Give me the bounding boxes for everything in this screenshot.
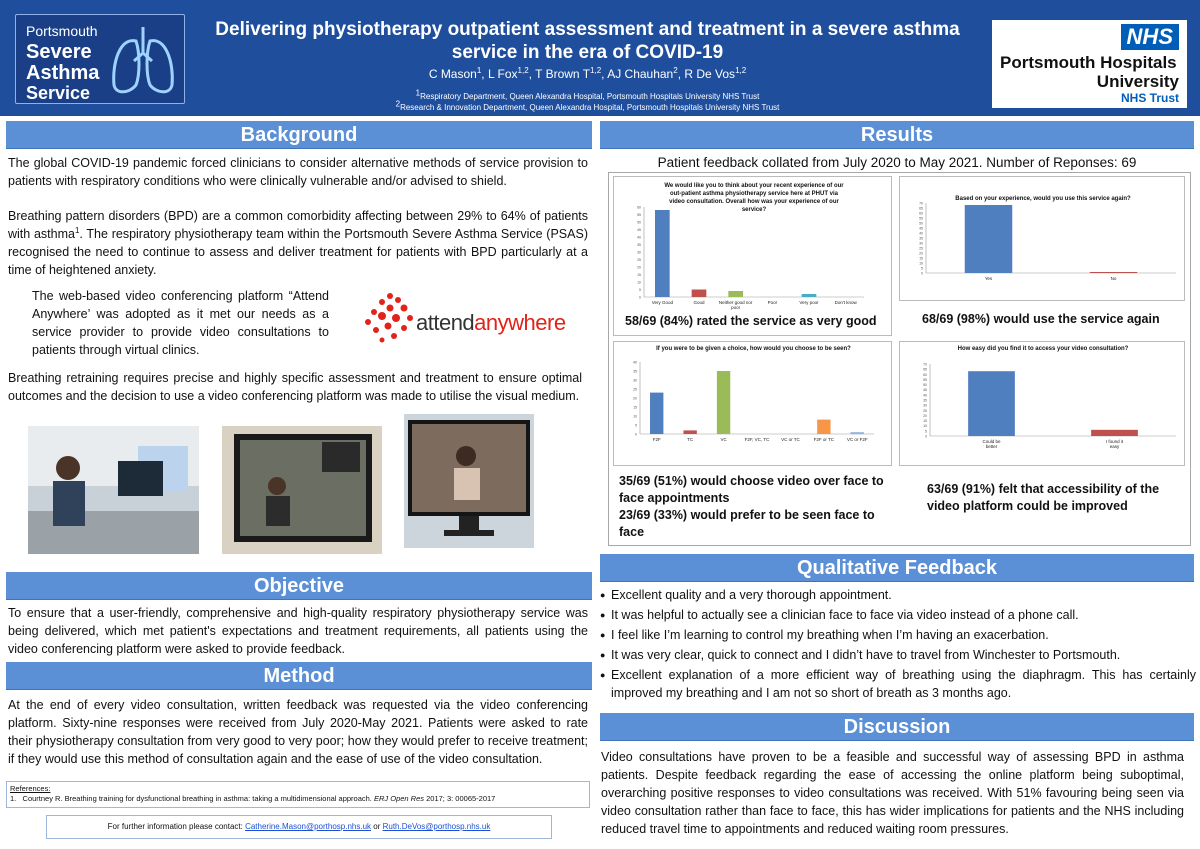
author-affiliation-sup: 2 xyxy=(673,66,678,75)
stat-choice xyxy=(619,473,889,541)
y-tick-label: 20 xyxy=(637,265,641,270)
y-tick-label: 40 xyxy=(923,393,927,398)
y-tick-label: 45 xyxy=(637,228,641,232)
author-name: T Brown T xyxy=(535,67,591,81)
y-tick-label: 55 xyxy=(919,216,923,221)
y-tick-label: 0 xyxy=(635,432,637,437)
y-tick-label: 60 xyxy=(637,205,641,210)
nhs-trust-logo xyxy=(992,20,1187,108)
y-tick-label: 5 xyxy=(925,429,927,434)
y-tick-label: 70 xyxy=(923,362,927,367)
logo-line-2: Severe xyxy=(26,41,92,63)
qualitative-heading: Qualitative Feedback xyxy=(600,554,1194,582)
y-tick-label: 30 xyxy=(923,403,927,408)
nhs-badge: NHS xyxy=(1121,24,1179,50)
y-tick-label: 25 xyxy=(633,387,637,392)
feedback-item: ● Excellent quality and a very thorough appointment. xyxy=(600,586,1196,604)
x-tick-label: Yes xyxy=(984,276,993,281)
y-tick-label: 25 xyxy=(923,408,927,413)
x-tick-label: Don't know xyxy=(834,300,857,305)
y-tick-label: 55 xyxy=(637,213,641,217)
email-link-ruth[interactable]: Ruth.DeVos@porthosp.nhs.uk xyxy=(382,822,491,831)
affiliation-1: $^1$Respiratory Department, Queen Alexandra Hospital, Portsmouth Hospitals University NHS Trust xyxy=(415,88,760,101)
y-tick-label: 0 xyxy=(639,295,641,300)
chart-cell-choice xyxy=(613,341,892,466)
background-paragraph-4: Breathing retraining requires precise and highly specific assessment and treatment to ensure optimal outcomes and the decision to use a video conferencing platform was made to utilise the visual medium. xyxy=(8,371,582,403)
severe-asthma-service-logo xyxy=(15,14,185,104)
y-tick-label: 20 xyxy=(919,251,923,256)
bar xyxy=(851,432,864,434)
x-tick-label: VC or F2F xyxy=(846,437,868,442)
y-tick-label: 50 xyxy=(637,220,641,225)
bar xyxy=(1091,430,1138,436)
email-link-catherine[interactable]: Catherine.Mason@porthosp.nhs.uk xyxy=(245,822,372,831)
x-tick-label: Very Good xyxy=(651,300,673,305)
lungs-icon xyxy=(108,23,178,97)
feedback-item: ● Excellent explanation of a more efficient way of breathing using the diaphragm. This has certainly improved my breathing and I am not so short of breath as 3 months ago. xyxy=(600,666,1196,702)
bar xyxy=(683,430,696,434)
x-tick-label: TC xyxy=(687,437,694,442)
x-tick-label: Neither good nor xyxy=(718,300,753,305)
x-tick-label: F2F or TC xyxy=(813,437,835,442)
reference-item-1: 1. Courtney R. Breathing training for dysfunctional breathing in asthma: taking a multidimensional approach. ERJ Open Res 2017; 3: 00065-2017 xyxy=(10,794,496,803)
bar xyxy=(717,371,730,434)
attend-anywhere-logo xyxy=(360,290,566,346)
x-tick-label: No xyxy=(1110,276,1117,281)
y-tick-label: 35 xyxy=(923,398,927,403)
bar xyxy=(650,393,663,434)
chart-cell-access xyxy=(899,341,1185,466)
method-text: At the end of every video consultation, written feedback was requested via the video conferencing platform. Sixty-nine responses were received from July 2020-May 2021. Patients were asked to rate their physiotherapy consultation from very good to very poor; how they would prefer to receive treatment; if they would use this method of consultation again and the ease of use of the video consultation. xyxy=(8,698,588,766)
y-tick-label: 25 xyxy=(637,258,641,262)
background-paragraph-2: Breathing pattern disorders (BPD) are a common comorbidity affecting between 29% to 64% of patients with asthma$^1$. The respiratory physiotherapy team within the Portsmouth Severe Asthma Service (PSAS) recognised the need to continue to assess and deliver treatment for patients with BPD particularly at a time of heightened anxiety. xyxy=(8,209,588,277)
bar xyxy=(965,205,1013,273)
author-name: AJ Chauhan xyxy=(607,67,674,81)
chart-access xyxy=(900,354,1186,464)
stat-access: 63/69 (91%) felt that accessibility of the video platform could be improved xyxy=(927,482,1160,513)
method-heading: Method xyxy=(6,662,592,690)
bar xyxy=(817,420,830,434)
y-tick-label: 40 xyxy=(633,360,637,365)
author-name: C Mason xyxy=(428,67,477,81)
x-tick-label: easy xyxy=(1109,444,1120,449)
references-heading: References: xyxy=(10,784,51,793)
feedback-item: ● It was very clear, quick to connect and I didn’t have to travel from Winchester to Portsmouth. xyxy=(600,646,1196,664)
author-name: L Fox xyxy=(487,67,518,81)
feedback-item: ● It was helpful to actually see a clinician face to face via video instead of a phone call. xyxy=(600,606,1196,624)
authors-line: C Mason$^1$, L Fox$^{1,2}$, T Brown T$^{1,2}$, AJ Chauhan$^2$, R De Vos$^{1,2}$ xyxy=(428,66,747,81)
y-tick-label: 60 xyxy=(923,372,927,377)
discussion-text: Video consultations have proven to be a feasible and successful way of assessing BPD in asthma patients. Despite feedback regarding the ease of accessing the online platform being suboptimal, overarching positive responses to video consultations was received. With 51% favouring being seen via video consultation rather than face to face, this has wider implications for patients and the NHS including reduced travel time to appointments and reduced waiting room pressures. xyxy=(601,750,1184,836)
y-tick-label: 10 xyxy=(637,280,641,285)
y-tick-label: 25 xyxy=(919,246,923,251)
y-tick-label: 10 xyxy=(923,424,927,429)
x-tick-label: Poor xyxy=(767,300,778,305)
bar xyxy=(655,210,670,297)
chart-cell-experience xyxy=(613,176,892,336)
y-tick-label: 5 xyxy=(635,423,637,428)
objective-heading: Objective xyxy=(6,572,592,600)
y-tick-label: 45 xyxy=(923,388,927,393)
background-paragraph-3: The web-based video conferencing platform “Attend Anywhere’ was adopted as it met our needs as a service provider to provide video consultations to patients through virtual clinics. xyxy=(32,289,329,357)
x-tick-label: I found it xyxy=(1105,439,1124,444)
y-tick-label: 65 xyxy=(923,367,927,372)
bar xyxy=(1090,272,1138,273)
y-tick-label: 20 xyxy=(633,396,637,401)
author-affiliation-sup: 1 xyxy=(476,66,482,75)
stat-very-good: 58/69 (84%) rated the service as very good xyxy=(625,314,877,328)
y-tick-label: 35 xyxy=(633,369,637,374)
author-affiliation-sup: 1,2 xyxy=(517,66,529,75)
bar xyxy=(692,290,707,298)
x-tick-label: F2F, VC, TC xyxy=(744,437,770,442)
y-tick-label: 65 xyxy=(919,206,923,211)
poster-title: Delivering physiotherapy outpatient assessment and treatment in a severe asthma service in the era of COVID-19 xyxy=(215,19,960,63)
discussion-heading: Discussion xyxy=(600,713,1194,741)
stat-choice-video: 35/69 (51%) would choose video over face to face appointments xyxy=(619,474,884,505)
chart-title-use-again: Based on your experience, would you use this service again? xyxy=(955,196,1131,202)
x-tick-label: poor xyxy=(731,305,741,310)
chart-use-again xyxy=(900,197,1186,297)
background-heading: Background xyxy=(6,121,592,149)
y-tick-label: 5 xyxy=(639,288,641,292)
nhs-logo-line-2: University xyxy=(1096,72,1179,91)
logo-line-1: Portsmouth xyxy=(26,23,98,39)
y-tick-label: 60 xyxy=(919,211,923,216)
poster-header xyxy=(0,0,1200,116)
y-tick-label: 45 xyxy=(919,226,923,231)
chart-title-experience: We would like you to think about your recent experience of our out-patient asthma physiotherapy service here at PHUT via video consultation. Overall how was your experience of our service? xyxy=(664,183,844,213)
qualitative-feedback-list xyxy=(600,586,1196,704)
results-grid xyxy=(608,172,1191,546)
contact-box: For further information please contact: Catherine.Mason@porthosp.nhs.uk or Ruth.DeVos@porthosp.nhs.uk xyxy=(46,815,552,839)
photo-video-call-screen-1 xyxy=(222,426,382,554)
x-tick-label: VC or TC xyxy=(781,437,800,442)
stat-choice-f2f: 23/69 (33%) would prefer to be seen face to face xyxy=(619,508,875,539)
y-tick-label: 40 xyxy=(637,235,641,240)
y-tick-label: 30 xyxy=(637,250,641,255)
y-tick-label: 10 xyxy=(919,261,923,266)
y-tick-label: 50 xyxy=(923,383,927,388)
nhs-logo-line-3: NHS Trust xyxy=(1120,91,1179,105)
x-tick-label: Very poor xyxy=(799,300,819,305)
x-tick-label: VC xyxy=(720,437,727,442)
objective-text: To ensure that a user-friendly, comprehensive and high-quality respiratory physiotherapy service was being delivered, which met patient's expectations and treatment requirements, all patients using the video conferencing platform were asked to provide feedback. xyxy=(8,606,588,656)
photo-video-call-screen-2 xyxy=(404,414,534,548)
y-tick-label: 70 xyxy=(919,201,923,206)
x-tick-label: F2F xyxy=(652,437,661,442)
y-tick-label: 15 xyxy=(637,273,641,277)
y-tick-label: 30 xyxy=(919,241,923,246)
references-box xyxy=(6,781,590,808)
bar xyxy=(728,291,743,297)
background-paragraph-1: The global COVID-19 pandemic forced clinicians to consider alternative methods of service provision to patients with respiratory conditions who were clinically vulnerable and/or advised to shield. xyxy=(8,156,588,188)
logo-line-3: Asthma xyxy=(26,62,100,84)
chart-cell-use-again xyxy=(899,176,1185,301)
chart-choice xyxy=(614,354,893,464)
y-tick-label: 40 xyxy=(919,231,923,236)
x-tick-label: better xyxy=(985,444,998,449)
author-affiliation-sup: 1,2 xyxy=(735,66,747,75)
bar xyxy=(968,371,1015,436)
y-tick-label: 20 xyxy=(923,413,927,418)
y-tick-label: 30 xyxy=(633,378,637,383)
feedback-item: ● I feel like I’m learning to control my breathing when I’m having an exacerbation. xyxy=(600,626,1196,644)
logo-line-4: Service xyxy=(26,83,91,103)
nhs-logo-line-1: Portsmouth Hospitals xyxy=(1000,53,1177,72)
author-name: R De Vos xyxy=(684,67,736,81)
author-affiliation-sup: 1,2 xyxy=(590,66,602,75)
chart-experience xyxy=(614,197,893,327)
chart-title-access: How easy did you find it to access your video consultation? xyxy=(957,346,1129,352)
stat-use-again: 68/69 (98%) would use the service again xyxy=(922,312,1160,326)
chart-title-choice: If you were to be given a choice, how would you choose to be seen? xyxy=(656,346,851,352)
y-tick-label: 35 xyxy=(637,243,641,247)
y-tick-label: 35 xyxy=(919,236,923,241)
y-tick-label: 55 xyxy=(923,377,927,382)
attend-anywhere-dots-icon xyxy=(360,290,420,346)
y-tick-label: 15 xyxy=(919,256,923,261)
y-tick-label: 15 xyxy=(633,405,637,410)
y-tick-label: 10 xyxy=(633,414,637,419)
y-tick-label: 50 xyxy=(919,221,923,226)
x-tick-label: Good xyxy=(693,300,705,305)
results-subtitle: Patient feedback collated from July 2020 to May 2021. Number of Reponses: 69 xyxy=(657,155,1137,170)
y-tick-label: 0 xyxy=(921,271,923,276)
attend-anywhere-wordmark: attendanywhere xyxy=(416,310,566,335)
results-heading: Results xyxy=(600,121,1194,149)
x-tick-label: Could be xyxy=(982,439,1001,444)
y-tick-label: 0 xyxy=(925,434,927,439)
y-tick-label: 5 xyxy=(921,266,923,271)
y-tick-label: 15 xyxy=(923,419,927,424)
photo-clinician-at-desk xyxy=(28,426,199,554)
bar xyxy=(802,294,817,297)
affiliation-2: $^2$Research & Innovation Department, Queen Alexandra Hospital, Portsmouth Hospitals University NHS Trust xyxy=(395,99,780,112)
